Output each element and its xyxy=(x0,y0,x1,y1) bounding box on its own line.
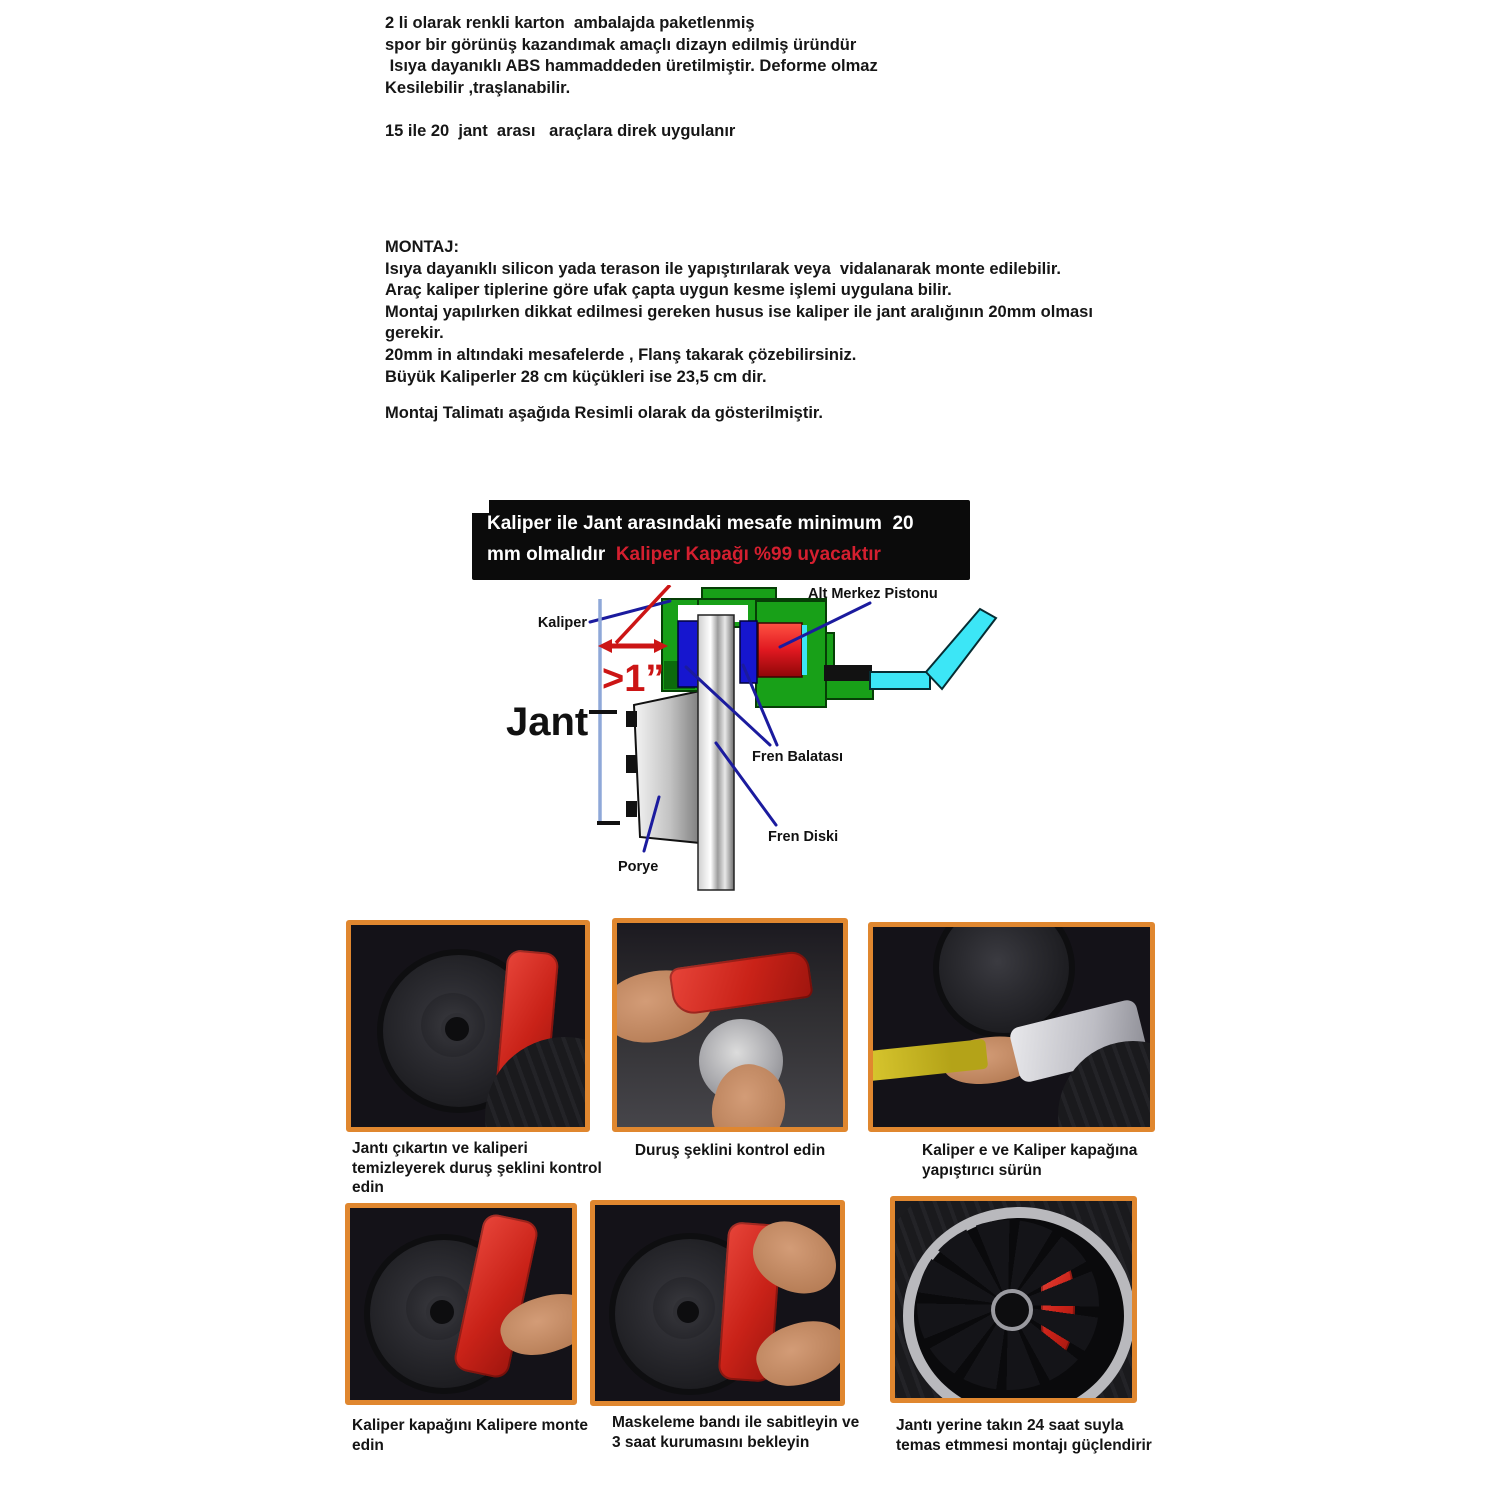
step-photo-5 xyxy=(590,1200,845,1406)
step-caption-2: Duruş şeklini kontrol edin xyxy=(634,1142,826,1159)
step-caption-1: Jantı çıkartın ve kaliperi temizleyerek duruş şeklini kontrol edin xyxy=(352,1140,602,1196)
step-photo-3 xyxy=(868,922,1155,1132)
label-fren-diski: Fren Diski xyxy=(768,829,839,845)
photo-center-cap xyxy=(441,1013,473,1045)
montaj-line: Büyük Kaliperler 28 cm küçükleri ise 23,5 cm dir. xyxy=(385,367,767,386)
montaj-line: Araç kaliper tiplerine göre ufak çapta uygun kesme işlemi uygulana bilir. xyxy=(385,281,952,300)
distance-warning-banner xyxy=(472,500,970,580)
hub-lug xyxy=(626,801,637,817)
hub-lug xyxy=(626,711,637,727)
banner-line2 xyxy=(487,539,970,570)
intro-line: Kesilebilir ,traşlanabilir. xyxy=(385,78,571,97)
banner-corner-notch xyxy=(472,500,489,513)
intro-line: Isıya dayanıklı ABS hammaddeden üretilmiştir. Deforme olmaz xyxy=(385,57,878,76)
montaj-line: Isıya dayanıklı silicon yada terason ile yapıştırılarak veya vidalanarak monte edilebilir. xyxy=(385,259,1061,278)
step-caption-3: Kaliper e ve Kaliper kapağına yapıştırıcı sürün xyxy=(922,1142,1138,1179)
brake-line xyxy=(870,672,930,689)
banner-line1: Kaliper ile Jant arasındaki mesafe minimum 20 xyxy=(487,513,914,534)
caliper-mount xyxy=(824,665,872,681)
photo-center-cap xyxy=(426,1296,458,1328)
brake-disc xyxy=(698,615,734,890)
step-photo-2 xyxy=(612,918,848,1132)
label-kaliper: Kaliper xyxy=(537,615,587,631)
gap-annotation xyxy=(598,585,670,700)
label-jant: Jant xyxy=(506,700,589,744)
step-caption-5: Maskeleme bandı ile sabitleyin ve 3 saat kurumasını bekleyin xyxy=(612,1414,860,1451)
montaj-footer: Montaj Talimatı aşağıda Resimli olarak da gösterilmiştir. xyxy=(385,404,823,423)
hub-shape xyxy=(634,691,700,843)
label-porye: Porye xyxy=(618,859,659,875)
step-photo-4 xyxy=(345,1203,577,1405)
intro-line: spor bir görünüş kazandımak amaçlı dizayn edilmiş üründür xyxy=(385,35,857,54)
montaj-line: gerekir. xyxy=(385,324,444,343)
montaj-title: MONTAJ: xyxy=(385,238,459,256)
photo-center-cap xyxy=(991,1289,1033,1331)
label-alt-merkez-pistonu: Alt Merkez Pistonu xyxy=(808,586,938,602)
fitment-line: 15 ile 20 jant arası araçlara direk uygulanır xyxy=(385,122,736,141)
montaj-line: Montaj yapılırken dikkat edilmesi gereken husus ise kaliper ile jant aralığının 20mm olması xyxy=(385,302,1093,321)
photo-red-caliper-cover xyxy=(668,949,813,1016)
brake-pad-right xyxy=(740,621,757,683)
intro-text xyxy=(385,13,878,143)
intro-line: 2 li olarak renkli karton ambalajda paketlenmiş xyxy=(385,14,755,32)
pointer-kaliper xyxy=(590,601,670,622)
step-photo-6 xyxy=(890,1196,1137,1403)
gap-value-label: >1” xyxy=(602,658,665,700)
step-caption-4: Kaliper kapağını Kalipere monte edin xyxy=(352,1417,589,1454)
montaj-line: 20mm in altındaki mesafelerde , Flanş takarak çözebilirsiniz. xyxy=(385,345,857,364)
step-photo-1 xyxy=(346,920,590,1132)
montaj-section xyxy=(385,237,1093,425)
banner-line2-red: Kaliper Kapağı %99 uyacaktır xyxy=(615,544,881,565)
brake-line-bend xyxy=(926,609,996,689)
caliper-diagram xyxy=(440,585,1020,910)
hub-lug xyxy=(626,755,637,773)
piston xyxy=(758,623,802,677)
step-caption-6: Jantı yerine takın 24 saat suyla temas etmmesi montajı güçlendirir xyxy=(896,1417,1152,1454)
banner-line2-white: mm olmalıdır xyxy=(487,544,616,565)
label-fren-balatasi: Fren Balatası xyxy=(752,749,844,765)
photo-center-cap xyxy=(673,1297,703,1327)
